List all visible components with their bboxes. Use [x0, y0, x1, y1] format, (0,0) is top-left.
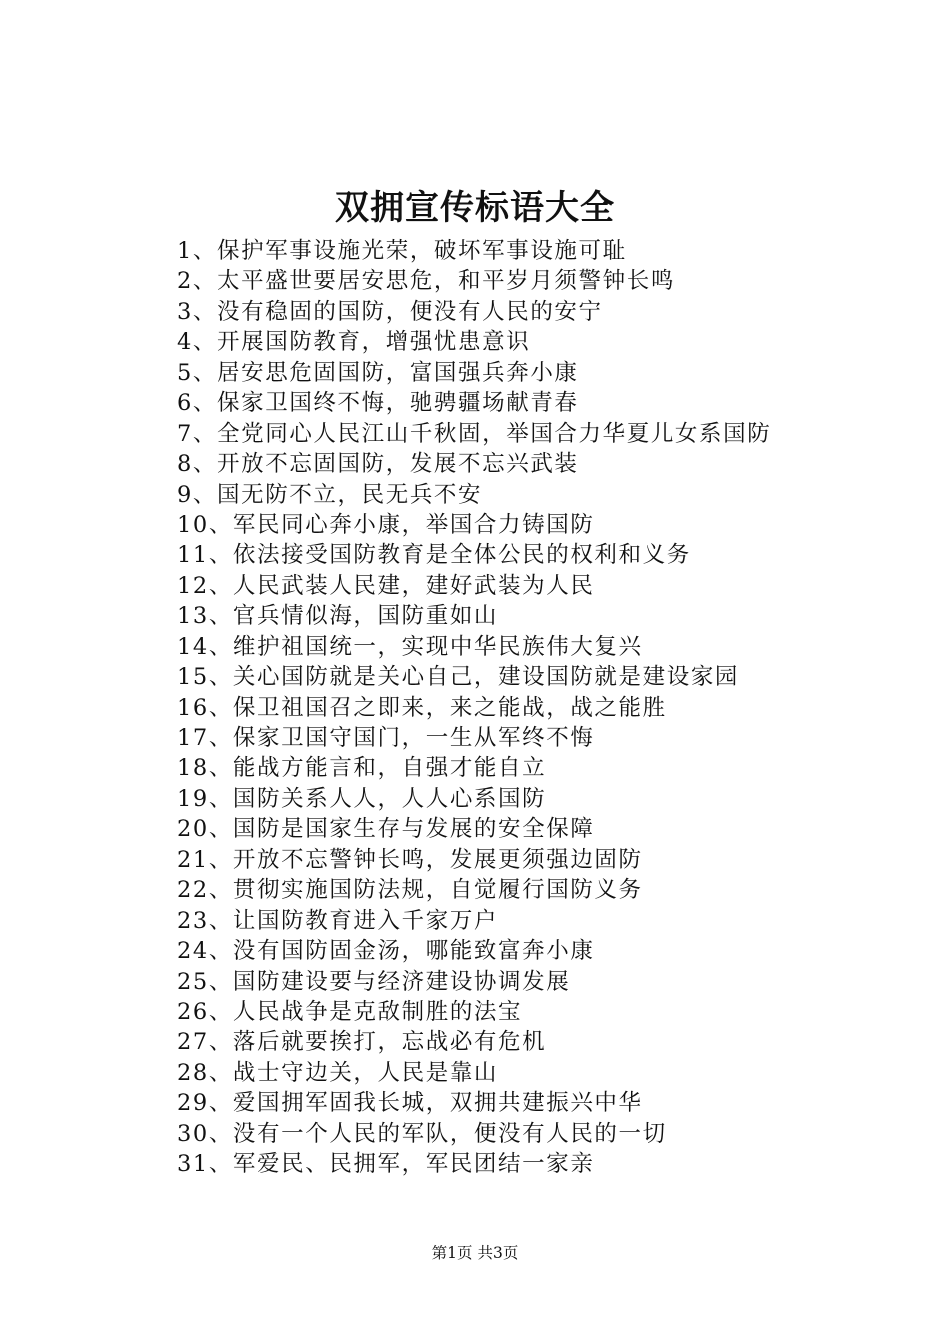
list-item: 30、没有一个人民的军队，便没有人民的一切: [177, 1120, 667, 1147]
list-item: 29、爱国拥军固我长城，双拥共建振兴中华: [177, 1090, 643, 1117]
list-item: 1、保护军事设施光荣，破坏军事设施可耻: [177, 238, 627, 264]
list-item: 17、保家卫国守国门，一生从军终不悔: [177, 725, 595, 751]
list-item: 25、国防建设要与经济建设协调发展: [177, 968, 571, 995]
page-number: 第1页 共3页: [431, 1244, 519, 1262]
list-item: 10、军民同心奔小康，举国合力铸国防: [177, 511, 595, 538]
list-item: 12、人民武装人民建，建好武装为人民: [177, 572, 595, 599]
list-item: 22、贯彻实施国防法规，自觉履行国防义务: [177, 877, 643, 904]
list-item: 9、国无防不立，民无兵不安: [177, 481, 483, 508]
list-item: 14、维护祖国统一，实现中华民族伟大复兴: [177, 633, 643, 660]
list-item: 20、国防是国家生存与发展的安全保障: [177, 816, 595, 843]
list-item: 21、开放不忘警钟长鸣，发展更须强边固防: [177, 846, 643, 873]
list-item: 6、保家卫国终不悔，驰骋疆场献青春: [177, 390, 579, 417]
list-item: 5、居安思危固国防，富国强兵奔小康: [177, 359, 579, 386]
list-item: 24、没有国防固金汤，哪能致富奔小康: [177, 938, 595, 965]
list-item: 31、军爱民、民拥军，军民团结一家亲: [177, 1151, 595, 1178]
slogan-list: [177, 236, 877, 1180]
list-item: 23、让国防教育进入千家万户: [177, 907, 499, 934]
list-item: 2、太平盛世要居安思危，和平岁月须警钟长鸣: [177, 268, 675, 295]
list-item: 3、没有稳固的国防，便没有人民的安宁: [177, 298, 603, 325]
list-item: 27、落后就要挨打，忘战必有危机: [177, 1029, 547, 1056]
list-item: 16、保卫祖国召之即来，来之能战，战之能胜: [177, 694, 667, 721]
list-item: 11、依法接受国防教育是全体公民的权利和义务: [177, 542, 691, 569]
list-item: 7、全党同心人民江山千秋固，举国合力华夏儿女系国防: [177, 420, 772, 447]
list-item: 13、官兵情似海，国防重如山: [177, 603, 499, 630]
list-item: 19、国防关系人人，人人心系国防: [177, 785, 547, 812]
list-item: 15、关心国防就是关心自己，建设国防就是建设家园: [177, 664, 740, 691]
page-title: 双拥宣传标语大全: [335, 188, 615, 228]
list-item: 18、能战方能言和，自强才能自立: [177, 755, 547, 782]
list-item: 26、人民战争是克敌制胜的法宝: [177, 998, 523, 1025]
list-item: 8、开放不忘固国防，发展不忘兴武装: [177, 451, 579, 478]
list-item: 28、战士守边关，人民是靠山: [177, 1059, 499, 1086]
list-item: 4、开展国防教育，增强忧患意识: [177, 329, 531, 356]
